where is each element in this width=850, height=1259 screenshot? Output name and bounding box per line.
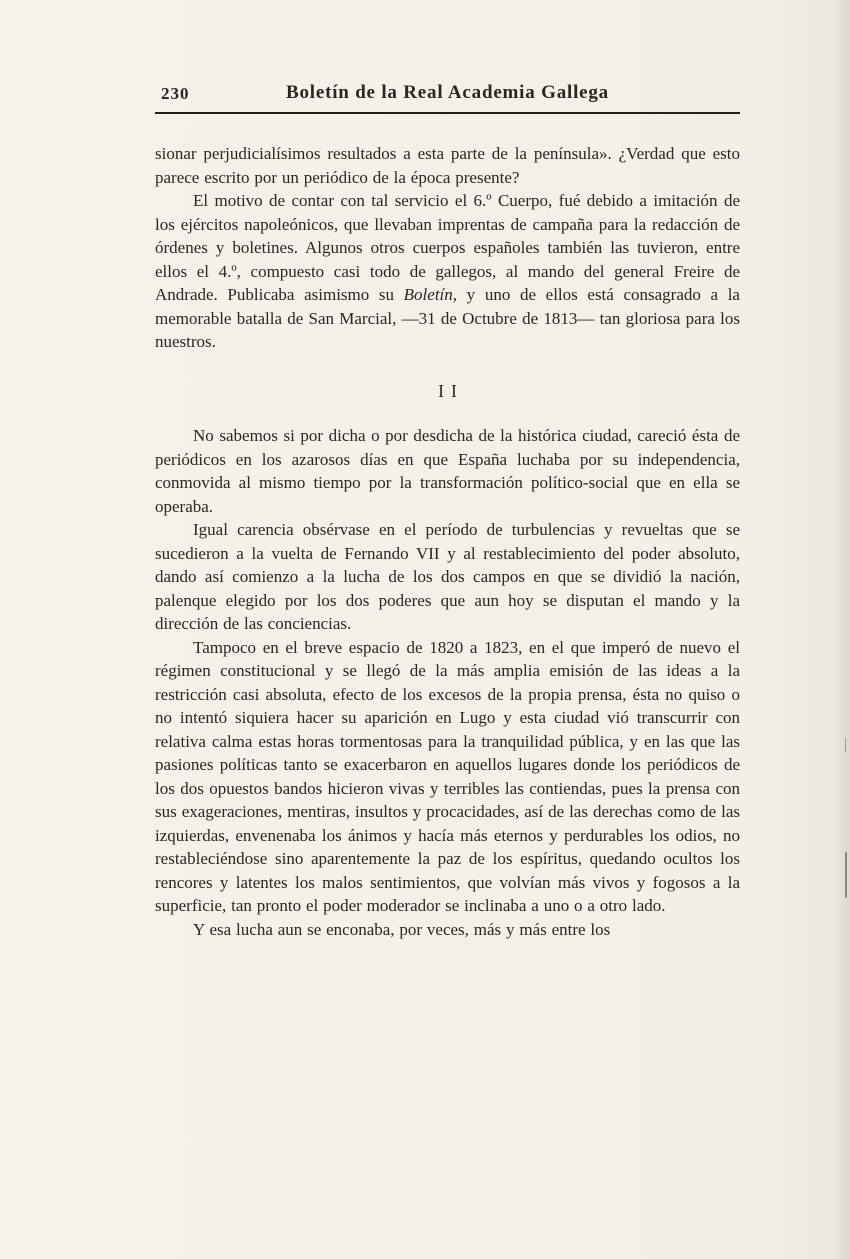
section-heading: II [438, 380, 464, 401]
scan-edge-artifact [845, 738, 846, 752]
header-rule [155, 112, 740, 114]
paragraph: Y esa lucha aun se enconaba, por veces, más y más entre los [193, 919, 611, 939]
paragraph-text: y uno de ellos está consagrado a la memorable batalla de San Marcial, —31 de Octubre de 1813— tan gloriosa para los nuestros. [155, 285, 740, 351]
page-header [155, 82, 740, 108]
paragraph [155, 189, 740, 354]
paragraph-continuation: sionar perjudicialísimos resultados a esta parte de la península». ¿Verdad que esto parece escrito por un periódico de la época presente? [155, 144, 740, 187]
journal-title: Boletín de la Real Academia Gallega [285, 82, 609, 103]
page-body [155, 142, 740, 941]
page-number: 230 [161, 84, 190, 103]
paragraph-text: El motivo de contar con tal servicio el 6.º Cuerpo, fué debido a imitación de los ejércitos napoleónicos, que llevaban imprentas de campaña para la redacción de órdenes y boletines. Algunos otros cuerpos españoles también las tuvieron, entre ellos el 4.º, compuesto casi todo de gallegos, al mando del general Freire de Andrade. Publicaba asimismo su [155, 191, 740, 304]
paragraph: No sabemos si por dicha o por desdicha de la histórica ciudad, careció ésta de periódicos en los azarosos días en que España luchaba por su independencia, conmovida al mismo tiempo por la transformación político-social que en ella se operaba. [155, 426, 740, 516]
paragraph: Igual carencia obsérvase en el período de turbulencias y revueltas que se sucedieron a la vuelta de Fernando VII y al restablecimiento del poder absoluto, dando así comienzo a la lucha de los dos campos en que se dividió la nación, palenque elegido por los dos poderes que aun hoy se disputan el mando y la dirección de las conciencias. [155, 520, 740, 633]
paragraph: Tampoco en el breve espacio de 1820 a 1823, en el que imperó de nuevo el régimen constitucional y se llegó de la más amplia emisión de las ideas a la restricción casi absoluta, efecto de los excesos de la propia prensa, ésta no quiso o no intentó siquiera hacer su aparición en Lugo y esta ciudad vió transcurrir con relativa calma estas horas tormentosas para la tranquilidad pública, y en las que las pasiones políticas tanto se exacerbaron en aquellos lugares donde los periódicos de los dos opuestos bandos hicieron vivas y terribles las contiendas, pues la prensa con sus exageraciones, mentiras, insultos y procacidades, así de las derechas como de las izquierdas, envenenaba los ánimos y hacía más eternos y perdurables los odios, no restableciéndose sino aparentemente la paz de los espíritus, quedando ocultos los rencores y latentes los malos sentimientos, que volvían más vivos y fogosos a la superficie, tan pronto el poder moderador se inclinaba a uno o a otro lado. [155, 637, 740, 915]
scan-edge-artifact [845, 852, 847, 898]
boletin-italic-title: Boletín, [403, 285, 458, 304]
